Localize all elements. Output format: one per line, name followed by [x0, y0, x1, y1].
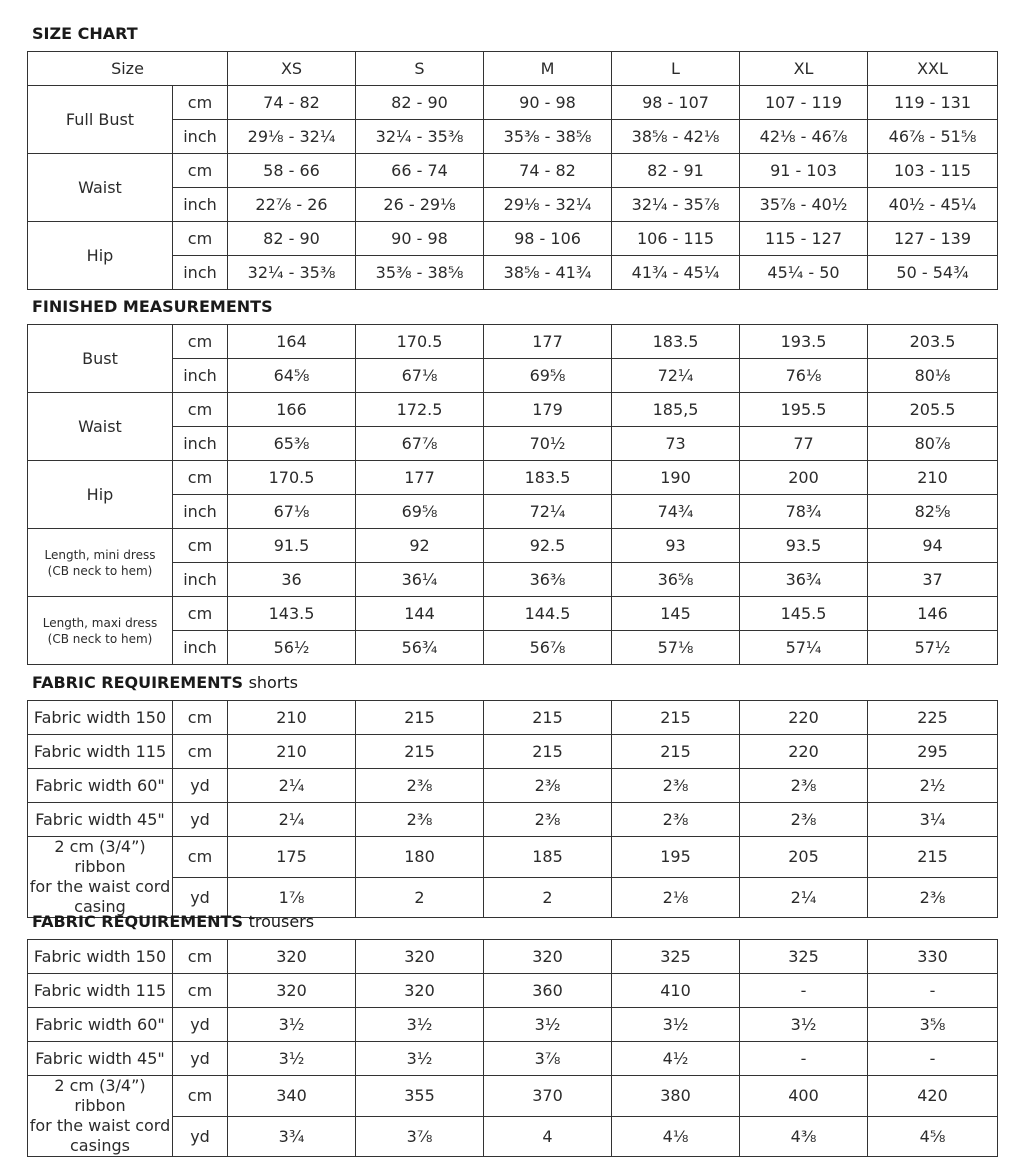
measure-label: Waist: [28, 393, 173, 461]
table-row: [28, 495, 998, 529]
value-cell: 3½: [356, 1042, 484, 1076]
unit-cell: cm: [173, 393, 228, 427]
value-cell: 57⅛: [612, 631, 740, 665]
value-cell: 205.5: [868, 393, 998, 427]
value-cell: 320: [228, 940, 356, 974]
value-cell: 215: [356, 701, 484, 735]
value-cell: 115 - 127: [740, 222, 868, 256]
value-cell: 143.5: [228, 597, 356, 631]
unit-cell: cm: [173, 461, 228, 495]
table-row: [28, 1042, 998, 1076]
value-cell: 36¾: [740, 563, 868, 597]
ribbon-label-line-2: for the waist cord: [29, 877, 171, 896]
value-cell: 36⅝: [612, 563, 740, 597]
value-cell: -: [740, 974, 868, 1008]
value-cell: 144.5: [484, 597, 612, 631]
value-cell: 92.5: [484, 529, 612, 563]
value-cell: 94: [868, 529, 998, 563]
value-cell: 82⅝: [868, 495, 998, 529]
ribbon-label-line-1: 2 cm (3/4”) ribbon: [54, 837, 146, 876]
size-chart-title: [32, 23, 138, 45]
value-cell: 200: [740, 461, 868, 495]
fabric-width-label: Fabric width 115: [28, 735, 173, 769]
value-cell: 2⅜: [484, 803, 612, 837]
value-cell: 225: [868, 701, 998, 735]
fabric-trousers-title-text: FABRIC REQUIREMENTS: [32, 912, 243, 931]
fabric-width-label: Fabric width 150: [28, 701, 173, 735]
value-cell: 35⅜ - 38⅝: [484, 120, 612, 154]
value-cell: 195: [612, 837, 740, 878]
unit-cell: cm: [173, 735, 228, 769]
fabric-trousers-title: [32, 911, 314, 933]
value-cell: 45¼ - 50: [740, 256, 868, 290]
fabric-shorts-title: [32, 672, 298, 694]
value-cell: 32¼ - 35⅞: [612, 188, 740, 222]
size-header-s: S: [356, 52, 484, 86]
value-cell: 32¼ - 35⅜: [356, 120, 484, 154]
value-cell: 106 - 115: [612, 222, 740, 256]
ribbon-label: [28, 837, 173, 918]
value-cell: 2⅜: [484, 769, 612, 803]
value-cell: 170.5: [356, 325, 484, 359]
value-cell: 2¼: [228, 803, 356, 837]
value-cell: 380: [612, 1076, 740, 1117]
value-cell: 177: [356, 461, 484, 495]
table-row: [28, 1076, 998, 1117]
value-cell: 4⅜: [740, 1116, 868, 1157]
value-cell: 93.5: [740, 529, 868, 563]
value-cell: 2⅜: [868, 877, 998, 918]
value-cell: 2⅜: [356, 803, 484, 837]
value-cell: 215: [356, 735, 484, 769]
value-cell: 74 - 82: [484, 154, 612, 188]
value-cell: 220: [740, 701, 868, 735]
value-cell: 220: [740, 735, 868, 769]
unit-cell: cm: [173, 974, 228, 1008]
size-header-xxl: XXL: [868, 52, 998, 86]
value-cell: 74 - 82: [228, 86, 356, 120]
value-cell: 4: [484, 1116, 612, 1157]
table-row: [28, 86, 998, 120]
value-cell: 177: [484, 325, 612, 359]
measure-label-line-1: Length, mini dress: [44, 547, 156, 562]
measure-label-line-2: (CB neck to hem): [47, 631, 153, 646]
value-cell: 78¾: [740, 495, 868, 529]
value-cell: 22⅞ - 26: [228, 188, 356, 222]
value-cell: 2⅛: [612, 877, 740, 918]
table-row: [28, 837, 998, 878]
value-cell: 36¼: [356, 563, 484, 597]
unit-cell: yd: [173, 1042, 228, 1076]
value-cell: 210: [228, 735, 356, 769]
value-cell: 144: [356, 597, 484, 631]
table-row: [28, 769, 998, 803]
value-cell: 215: [484, 701, 612, 735]
value-cell: 195.5: [740, 393, 868, 427]
value-cell: 41¾ - 45¼: [612, 256, 740, 290]
value-cell: 119 - 131: [868, 86, 998, 120]
table-row: [28, 120, 998, 154]
value-cell: 193.5: [740, 325, 868, 359]
table-row: [28, 427, 998, 461]
value-cell: 127 - 139: [868, 222, 998, 256]
unit-cell: inch: [173, 427, 228, 461]
value-cell: 2¼: [740, 877, 868, 918]
value-cell: 35⅜ - 38⅝: [356, 256, 484, 290]
value-cell: 1⅞: [228, 877, 356, 918]
value-cell: 80⅞: [868, 427, 998, 461]
value-cell: 70½: [484, 427, 612, 461]
table-row: [28, 325, 998, 359]
unit-cell: cm: [173, 86, 228, 120]
table-row: [28, 393, 998, 427]
value-cell: 170.5: [228, 461, 356, 495]
measure-label: Hip: [28, 461, 173, 529]
fabric-width-label: Fabric width 115: [28, 974, 173, 1008]
value-cell: 29⅛ - 32¼: [484, 188, 612, 222]
value-cell: 320: [356, 974, 484, 1008]
value-cell: 67⅛: [356, 359, 484, 393]
measure-label: Full Bust: [28, 86, 173, 154]
fabric-width-label: Fabric width 45": [28, 803, 173, 837]
value-cell: 72¼: [612, 359, 740, 393]
value-cell: 42⅛ - 46⅞: [740, 120, 868, 154]
value-cell: 2⅜: [740, 769, 868, 803]
value-cell: 2⅜: [356, 769, 484, 803]
unit-cell: inch: [173, 631, 228, 665]
value-cell: 145.5: [740, 597, 868, 631]
unit-cell: yd: [173, 877, 228, 918]
value-cell: -: [740, 1042, 868, 1076]
table-row: [28, 803, 998, 837]
unit-cell: inch: [173, 359, 228, 393]
value-cell: 56⅞: [484, 631, 612, 665]
unit-cell: cm: [173, 597, 228, 631]
value-cell: 2⅜: [740, 803, 868, 837]
table-row: [28, 701, 998, 735]
value-cell: 67⅞: [356, 427, 484, 461]
finished-measurements-title: [32, 296, 273, 318]
value-cell: 73: [612, 427, 740, 461]
ribbon-label-line-1: 2 cm (3/4”) ribbon: [54, 1076, 146, 1115]
value-cell: 185: [484, 837, 612, 878]
value-cell: 320: [356, 940, 484, 974]
size-header-row: [28, 52, 998, 86]
value-cell: 64⅝: [228, 359, 356, 393]
value-cell: 2: [356, 877, 484, 918]
value-cell: 38⅝ - 41¾: [484, 256, 612, 290]
table-row: [28, 735, 998, 769]
value-cell: 325: [612, 940, 740, 974]
fabric-width-label: Fabric width 60": [28, 769, 173, 803]
value-cell: 3¾: [228, 1116, 356, 1157]
unit-cell: yd: [173, 803, 228, 837]
value-cell: 2⅜: [612, 803, 740, 837]
ribbon-label-line-3: casing: [74, 897, 126, 916]
unit-cell: cm: [173, 940, 228, 974]
value-cell: 4½: [612, 1042, 740, 1076]
table-row: [28, 940, 998, 974]
size-header-xl: XL: [740, 52, 868, 86]
size-header-m: M: [484, 52, 612, 86]
size-header-l: L: [612, 52, 740, 86]
value-cell: 58 - 66: [228, 154, 356, 188]
table-row: [28, 974, 998, 1008]
value-cell: 92: [356, 529, 484, 563]
unit-cell: yd: [173, 1008, 228, 1042]
value-cell: 69⅝: [484, 359, 612, 393]
value-cell: 175: [228, 837, 356, 878]
finished-measurements-table: [27, 324, 998, 665]
measure-label: Hip: [28, 222, 173, 290]
finished-measurements-title-text: FINISHED MEASUREMENTS: [32, 297, 273, 316]
value-cell: 330: [868, 940, 998, 974]
value-cell: 183.5: [484, 461, 612, 495]
value-cell: 26 - 29⅛: [356, 188, 484, 222]
value-cell: 82 - 90: [356, 86, 484, 120]
value-cell: 3¼: [868, 803, 998, 837]
value-cell: 410: [612, 974, 740, 1008]
table-row: [28, 154, 998, 188]
value-cell: 91 - 103: [740, 154, 868, 188]
value-cell: 400: [740, 1076, 868, 1117]
value-cell: 183.5: [612, 325, 740, 359]
value-cell: 98 - 107: [612, 86, 740, 120]
value-cell: 180: [356, 837, 484, 878]
unit-cell: yd: [173, 769, 228, 803]
value-cell: 210: [868, 461, 998, 495]
fabric-width-label: Fabric width 60": [28, 1008, 173, 1042]
measure-label-line-1: Length, maxi dress: [42, 615, 158, 630]
unit-cell: inch: [173, 563, 228, 597]
value-cell: 146: [868, 597, 998, 631]
value-cell: 98 - 106: [484, 222, 612, 256]
value-cell: 69⅝: [356, 495, 484, 529]
value-cell: 3⅞: [484, 1042, 612, 1076]
value-cell: 74¾: [612, 495, 740, 529]
value-cell: 32¼ - 35⅜: [228, 256, 356, 290]
table-row: [28, 1116, 998, 1157]
value-cell: 355: [356, 1076, 484, 1117]
value-cell: 205: [740, 837, 868, 878]
table-row: [28, 359, 998, 393]
value-cell: 3⅝: [868, 1008, 998, 1042]
unit-cell: yd: [173, 1116, 228, 1157]
value-cell: 80⅛: [868, 359, 998, 393]
measure-label: [28, 597, 173, 665]
value-cell: 35⅞ - 40½: [740, 188, 868, 222]
value-cell: 3⅞: [356, 1116, 484, 1157]
value-cell: 91.5: [228, 529, 356, 563]
size-chart-title-text: SIZE CHART: [32, 24, 138, 43]
value-cell: 2⅜: [612, 769, 740, 803]
unit-cell: inch: [173, 256, 228, 290]
value-cell: 40½ - 45¼: [868, 188, 998, 222]
value-cell: 203.5: [868, 325, 998, 359]
table-row: [28, 461, 998, 495]
measure-label: [28, 529, 173, 597]
table-row: [28, 256, 998, 290]
size-header-xs: XS: [228, 52, 356, 86]
unit-cell: cm: [173, 701, 228, 735]
unit-cell: cm: [173, 325, 228, 359]
value-cell: 3½: [484, 1008, 612, 1042]
table-row: [28, 188, 998, 222]
fabric-width-label: Fabric width 150: [28, 940, 173, 974]
value-cell: 36: [228, 563, 356, 597]
table-row: [28, 529, 998, 563]
value-cell: 77: [740, 427, 868, 461]
value-cell: 340: [228, 1076, 356, 1117]
unit-cell: inch: [173, 188, 228, 222]
value-cell: 185,5: [612, 393, 740, 427]
fabric-shorts-table: [27, 700, 998, 918]
value-cell: 2¼: [228, 769, 356, 803]
value-cell: 72¼: [484, 495, 612, 529]
value-cell: 172.5: [356, 393, 484, 427]
fabric-shorts-title-suffix: shorts: [248, 673, 299, 692]
unit-cell: inch: [173, 495, 228, 529]
value-cell: 57½: [868, 631, 998, 665]
ribbon-label-line-3: casings: [69, 1136, 130, 1155]
value-cell: 360: [484, 974, 612, 1008]
value-cell: -: [868, 1042, 998, 1076]
ribbon-label: [28, 1076, 173, 1157]
value-cell: 420: [868, 1076, 998, 1117]
value-cell: 190: [612, 461, 740, 495]
value-cell: 3½: [612, 1008, 740, 1042]
table-row: [28, 1008, 998, 1042]
value-cell: 66 - 74: [356, 154, 484, 188]
value-cell: 65⅜: [228, 427, 356, 461]
value-cell: 56½: [228, 631, 356, 665]
ribbon-label-line-2: for the waist cord: [29, 1116, 171, 1135]
table-row: [28, 597, 998, 631]
value-cell: 215: [484, 735, 612, 769]
measure-label: Bust: [28, 325, 173, 393]
size-chart-table: [27, 51, 998, 290]
unit-cell: cm: [173, 529, 228, 563]
table-row: [28, 222, 998, 256]
value-cell: 179: [484, 393, 612, 427]
value-cell: 50 - 54¾: [868, 256, 998, 290]
value-cell: 215: [612, 735, 740, 769]
value-cell: 37: [868, 563, 998, 597]
value-cell: 325: [740, 940, 868, 974]
size-header-label: Size: [28, 52, 228, 86]
unit-cell: cm: [173, 837, 228, 878]
value-cell: 3½: [228, 1008, 356, 1042]
value-cell: 4⅛: [612, 1116, 740, 1157]
value-cell: 3½: [356, 1008, 484, 1042]
table-row: [28, 563, 998, 597]
fabric-trousers-table: [27, 939, 998, 1157]
value-cell: 67⅛: [228, 495, 356, 529]
value-cell: 215: [612, 701, 740, 735]
value-cell: 164: [228, 325, 356, 359]
value-cell: 295: [868, 735, 998, 769]
measure-label-line-2: (CB neck to hem): [47, 563, 153, 578]
value-cell: 57¼: [740, 631, 868, 665]
value-cell: 145: [612, 597, 740, 631]
value-cell: 320: [228, 974, 356, 1008]
value-cell: 210: [228, 701, 356, 735]
unit-cell: inch: [173, 120, 228, 154]
value-cell: 76⅛: [740, 359, 868, 393]
value-cell: 4⅝: [868, 1116, 998, 1157]
value-cell: 166: [228, 393, 356, 427]
value-cell: 36⅜: [484, 563, 612, 597]
value-cell: 82 - 90: [228, 222, 356, 256]
value-cell: 2½: [868, 769, 998, 803]
table-row: [28, 631, 998, 665]
value-cell: 107 - 119: [740, 86, 868, 120]
value-cell: 90 - 98: [356, 222, 484, 256]
value-cell: 38⅝ - 42⅛: [612, 120, 740, 154]
value-cell: -: [868, 974, 998, 1008]
unit-cell: cm: [173, 222, 228, 256]
value-cell: 93: [612, 529, 740, 563]
measure-label: Waist: [28, 154, 173, 222]
fabric-trousers-title-suffix: trousers: [248, 912, 315, 931]
unit-cell: cm: [173, 1076, 228, 1117]
value-cell: 56¾: [356, 631, 484, 665]
value-cell: 320: [484, 940, 612, 974]
value-cell: 2: [484, 877, 612, 918]
value-cell: 90 - 98: [484, 86, 612, 120]
value-cell: 370: [484, 1076, 612, 1117]
value-cell: 3½: [228, 1042, 356, 1076]
value-cell: 29⅛ - 32¼: [228, 120, 356, 154]
value-cell: 82 - 91: [612, 154, 740, 188]
fabric-width-label: Fabric width 45": [28, 1042, 173, 1076]
fabric-shorts-title-text: FABRIC REQUIREMENTS: [32, 673, 243, 692]
value-cell: 215: [868, 837, 998, 878]
unit-cell: cm: [173, 154, 228, 188]
value-cell: 103 - 115: [868, 154, 998, 188]
value-cell: 46⅞ - 51⅝: [868, 120, 998, 154]
value-cell: 3½: [740, 1008, 868, 1042]
